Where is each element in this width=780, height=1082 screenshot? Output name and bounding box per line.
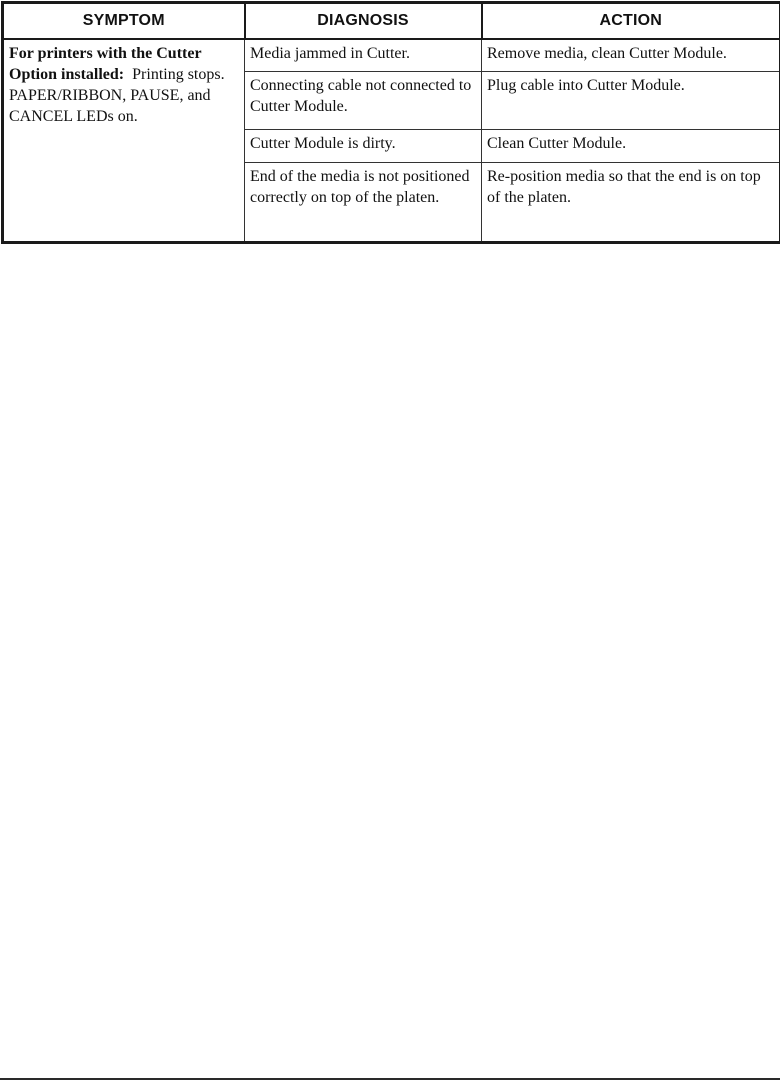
troubleshooting-table [1,1,780,244]
action-cell: Clean Cutter Module. [482,130,780,163]
symptom-description: Printing stops. PAPER/RIBBON, PAUSE, and CANCEL LEDs on. [9,66,225,125]
footer-divider [0,1078,780,1080]
symptom-header: SYMPTOM [3,3,245,40]
table-header-row [3,3,780,40]
table-row [3,39,780,72]
symptom-condition: For printers with the Cutter Option installed: [9,45,202,83]
action-cell: Plug cable into Cutter Module. [482,72,780,130]
symptom-cell [3,39,245,243]
diagnosis-cell: Cutter Module is dirty. [245,130,482,163]
action-cell: Remove media, clean Cutter Module. [482,39,780,72]
diagnosis-cell: Media jammed in Cutter. [245,39,482,72]
diagnosis-cell: Connecting cable not connected to Cutter Module. [245,72,482,130]
action-header: ACTION [482,3,780,40]
diagnosis-cell: End of the media is not positioned correctly on top of the platen. [245,163,482,243]
action-cell: Re-position media so that the end is on top of the platen. [482,163,780,243]
diagnosis-header: DIAGNOSIS [245,3,482,40]
